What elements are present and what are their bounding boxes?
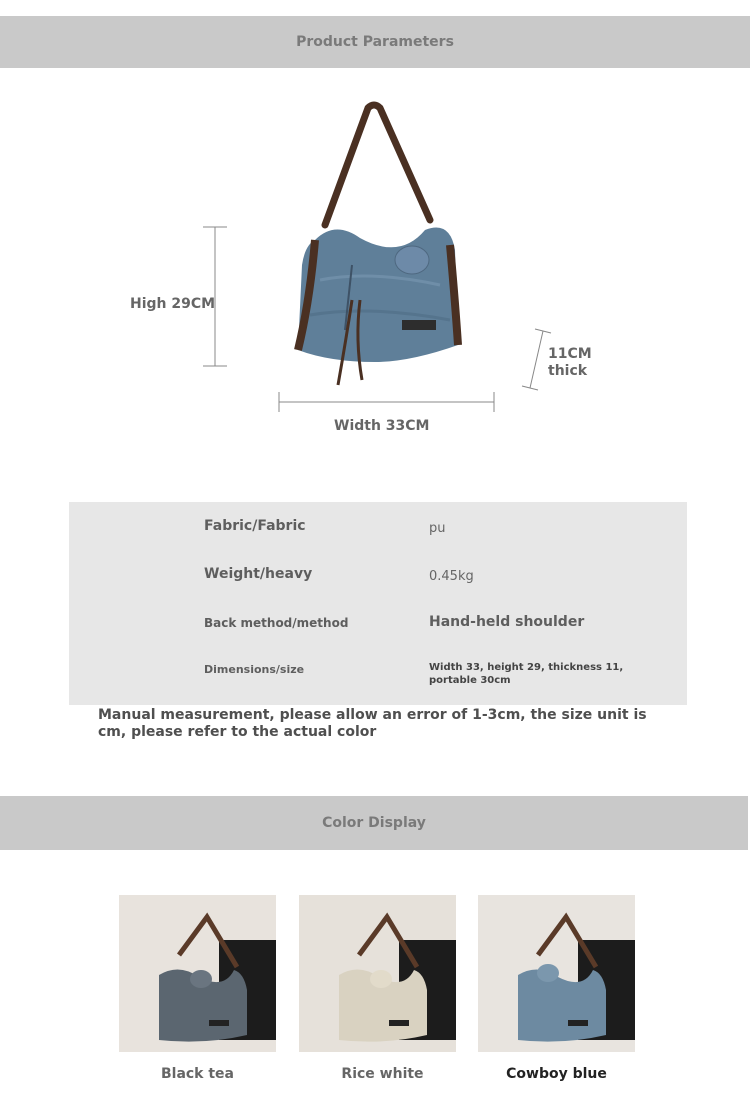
param-value: pu <box>429 521 446 536</box>
color-swatch-rice-white[interactable] <box>299 895 456 1052</box>
param-label: Dimensions/size <box>204 663 305 676</box>
section-title: Color Display <box>322 815 426 831</box>
bag-photo <box>478 895 635 1052</box>
param-value: 0.45kg <box>429 569 474 584</box>
color-swatch-cowboy-blue[interactable] <box>478 895 635 1052</box>
measurement-note: Manual measurement, please allow an error of 1-3cm, the size unit is cm, please refer to the actual color <box>98 707 647 740</box>
section-title: Product Parameters <box>296 34 454 50</box>
color-label-black-tea: Black tea <box>160 1066 235 1082</box>
param-label: Fabric/Fabric <box>204 518 306 534</box>
thickness-value: 11CM <box>548 346 592 362</box>
param-value: Hand-held shoulder <box>429 614 585 630</box>
main-bag-illustration <box>290 100 470 400</box>
thickness-word: thick <box>548 363 588 379</box>
param-label: Back method/method <box>204 616 349 630</box>
bag-photo <box>299 895 456 1052</box>
bag-photo <box>119 895 276 1052</box>
width-label: Width 33CM <box>334 418 430 434</box>
color-label-rice-white: Rice white <box>341 1066 424 1082</box>
param-label: Weight/heavy <box>204 566 313 582</box>
width-indicator <box>276 390 498 416</box>
parameter-table <box>69 502 687 705</box>
param-value: Width 33, height 29, thickness 11, portable 30cm <box>429 662 624 686</box>
color-label-cowboy-blue: Cowboy blue <box>506 1066 607 1082</box>
height-label: High 29CM <box>130 296 216 312</box>
section-header-product-parameters <box>0 16 750 68</box>
color-swatch-black-tea[interactable] <box>119 895 276 1052</box>
section-header-color-display <box>0 796 748 850</box>
